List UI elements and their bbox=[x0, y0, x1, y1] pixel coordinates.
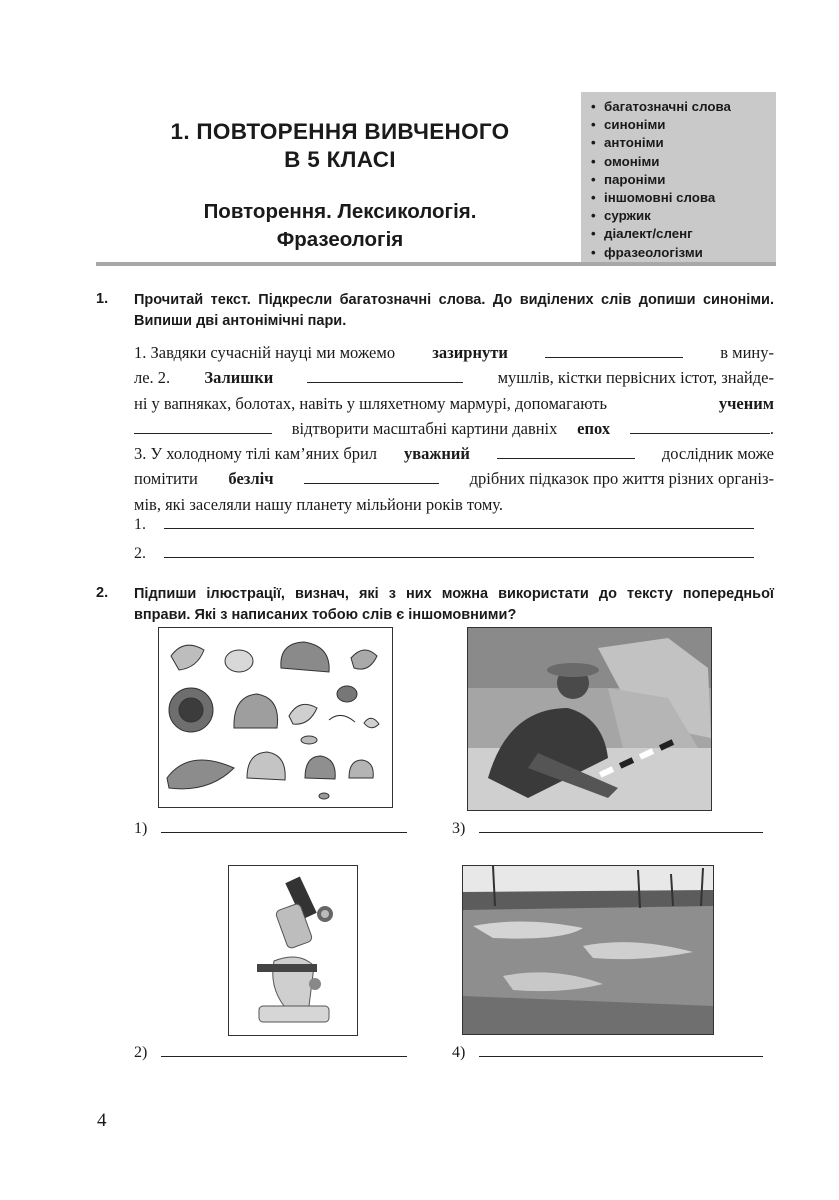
task2-number: 2. bbox=[96, 585, 109, 601]
swamp-photo bbox=[462, 865, 714, 1035]
caption-label: 1) bbox=[134, 820, 148, 837]
passage-line bbox=[134, 416, 774, 441]
keyword-item: • діалект/сленг bbox=[591, 225, 776, 243]
passage-line bbox=[134, 365, 774, 390]
bold-word: ученим bbox=[718, 393, 774, 413]
synonym-blank[interactable] bbox=[304, 469, 439, 484]
passage-text: мів, які заселяли нашу планету мільйони років тому. bbox=[134, 494, 503, 514]
bold-word: уважний bbox=[404, 444, 470, 464]
bold-word: безліч bbox=[228, 469, 274, 489]
passage-text: дрібних підказок про життя різних організ- bbox=[469, 469, 774, 489]
caption-blank[interactable] bbox=[161, 1042, 407, 1057]
section-title bbox=[100, 198, 580, 254]
section-title-line1: Повторення. Лексикологія. bbox=[203, 200, 477, 223]
keyword-box bbox=[581, 92, 776, 262]
caption-blank[interactable] bbox=[479, 1042, 763, 1057]
passage-text: відтворити масштабні картини давніх bbox=[291, 418, 558, 438]
task1-number: 1. bbox=[96, 291, 109, 307]
passage-line bbox=[134, 441, 774, 466]
caption-1 bbox=[134, 818, 407, 838]
shells-illustration bbox=[158, 627, 393, 808]
passage-text: в мину- bbox=[720, 343, 774, 362]
swamp-icon bbox=[463, 866, 713, 1034]
bold-word: зазирнути bbox=[432, 343, 508, 362]
antonym-answer-1 bbox=[134, 514, 754, 534]
caption-blank[interactable] bbox=[161, 818, 407, 833]
answer-blank[interactable] bbox=[164, 543, 754, 558]
caption-3 bbox=[452, 818, 763, 838]
passage-line bbox=[134, 340, 774, 365]
bold-word: епох bbox=[577, 418, 611, 438]
keyword-item: • омоніми bbox=[591, 153, 776, 171]
microscope-icon bbox=[229, 866, 357, 1035]
keyword-item: • іншомовні слова bbox=[591, 189, 776, 207]
task1-passage bbox=[134, 340, 774, 517]
keyword-item: • антоніми bbox=[591, 134, 776, 152]
synonym-blank[interactable] bbox=[307, 368, 463, 383]
excavation-icon bbox=[468, 628, 711, 810]
keyword-list bbox=[581, 92, 776, 262]
chapter-title-line1: 1. ПОВТОРЕННЯ ВИВЧЕНОГО bbox=[170, 119, 510, 144]
task1-instruction: Прочитай текст. Підкресли багатозначні слова. До виділених слів допиши синоніми. Випиши дві антонімічні пари. bbox=[134, 292, 774, 329]
keyword-item: • пароніми bbox=[591, 171, 776, 189]
section-title-line2: Фразеологія bbox=[276, 228, 404, 251]
passage-text: . bbox=[769, 418, 774, 438]
header-divider bbox=[96, 262, 776, 266]
synonym-blank[interactable] bbox=[630, 419, 770, 434]
caption-label: 4) bbox=[452, 1044, 466, 1061]
chapter-title bbox=[100, 118, 580, 174]
keyword-item: • фразеологізми bbox=[591, 244, 776, 262]
microscope-illustration bbox=[228, 865, 358, 1036]
caption-2 bbox=[134, 1042, 407, 1062]
answer-blank[interactable] bbox=[164, 514, 754, 529]
caption-label: 2) bbox=[134, 1044, 148, 1061]
shells-icon bbox=[159, 628, 392, 807]
caption-4 bbox=[452, 1042, 763, 1062]
bold-word: Залишки bbox=[204, 368, 274, 388]
keyword-item: • багатозначні слова bbox=[591, 98, 776, 116]
antonym-answer-2 bbox=[134, 543, 754, 563]
passage-text: 3. У холодному тілі кам’яних брил bbox=[134, 444, 378, 464]
synonym-blank[interactable] bbox=[545, 343, 683, 358]
answer-label: 1. bbox=[134, 516, 146, 533]
passage-text: помітити bbox=[134, 469, 198, 489]
page-number: 4 bbox=[97, 1110, 107, 1131]
caption-label: 3) bbox=[452, 820, 466, 837]
excavation-photo bbox=[467, 627, 712, 811]
synonym-blank[interactable] bbox=[134, 419, 272, 434]
passage-text: дослідник може bbox=[661, 444, 774, 464]
passage-line bbox=[134, 391, 774, 416]
keyword-item: • синоніми bbox=[591, 116, 776, 134]
caption-blank[interactable] bbox=[479, 818, 763, 833]
answer-label: 2. bbox=[134, 545, 146, 562]
chapter-title-line2: В 5 КЛАСІ bbox=[284, 147, 396, 172]
passage-text: ні у вапняках, болотах, навіть у шляхетному мармурі, допомагають bbox=[134, 393, 608, 413]
passage-text: ле. 2. bbox=[134, 368, 171, 388]
passage-line bbox=[134, 466, 774, 491]
task2-instruction: Підпиши ілюстрації, визнач, які з них можна використати до тексту попередньої вправи. Які з написаних тобою слів є іншомовними? bbox=[134, 586, 774, 623]
passage-text: 1. Завдяки сучасній науці ми можемо bbox=[134, 343, 396, 362]
synonym-blank[interactable] bbox=[497, 444, 635, 459]
passage-text: мушлів, кістки первісних істот, знайде- bbox=[497, 368, 774, 388]
keyword-item: • суржик bbox=[591, 207, 776, 225]
